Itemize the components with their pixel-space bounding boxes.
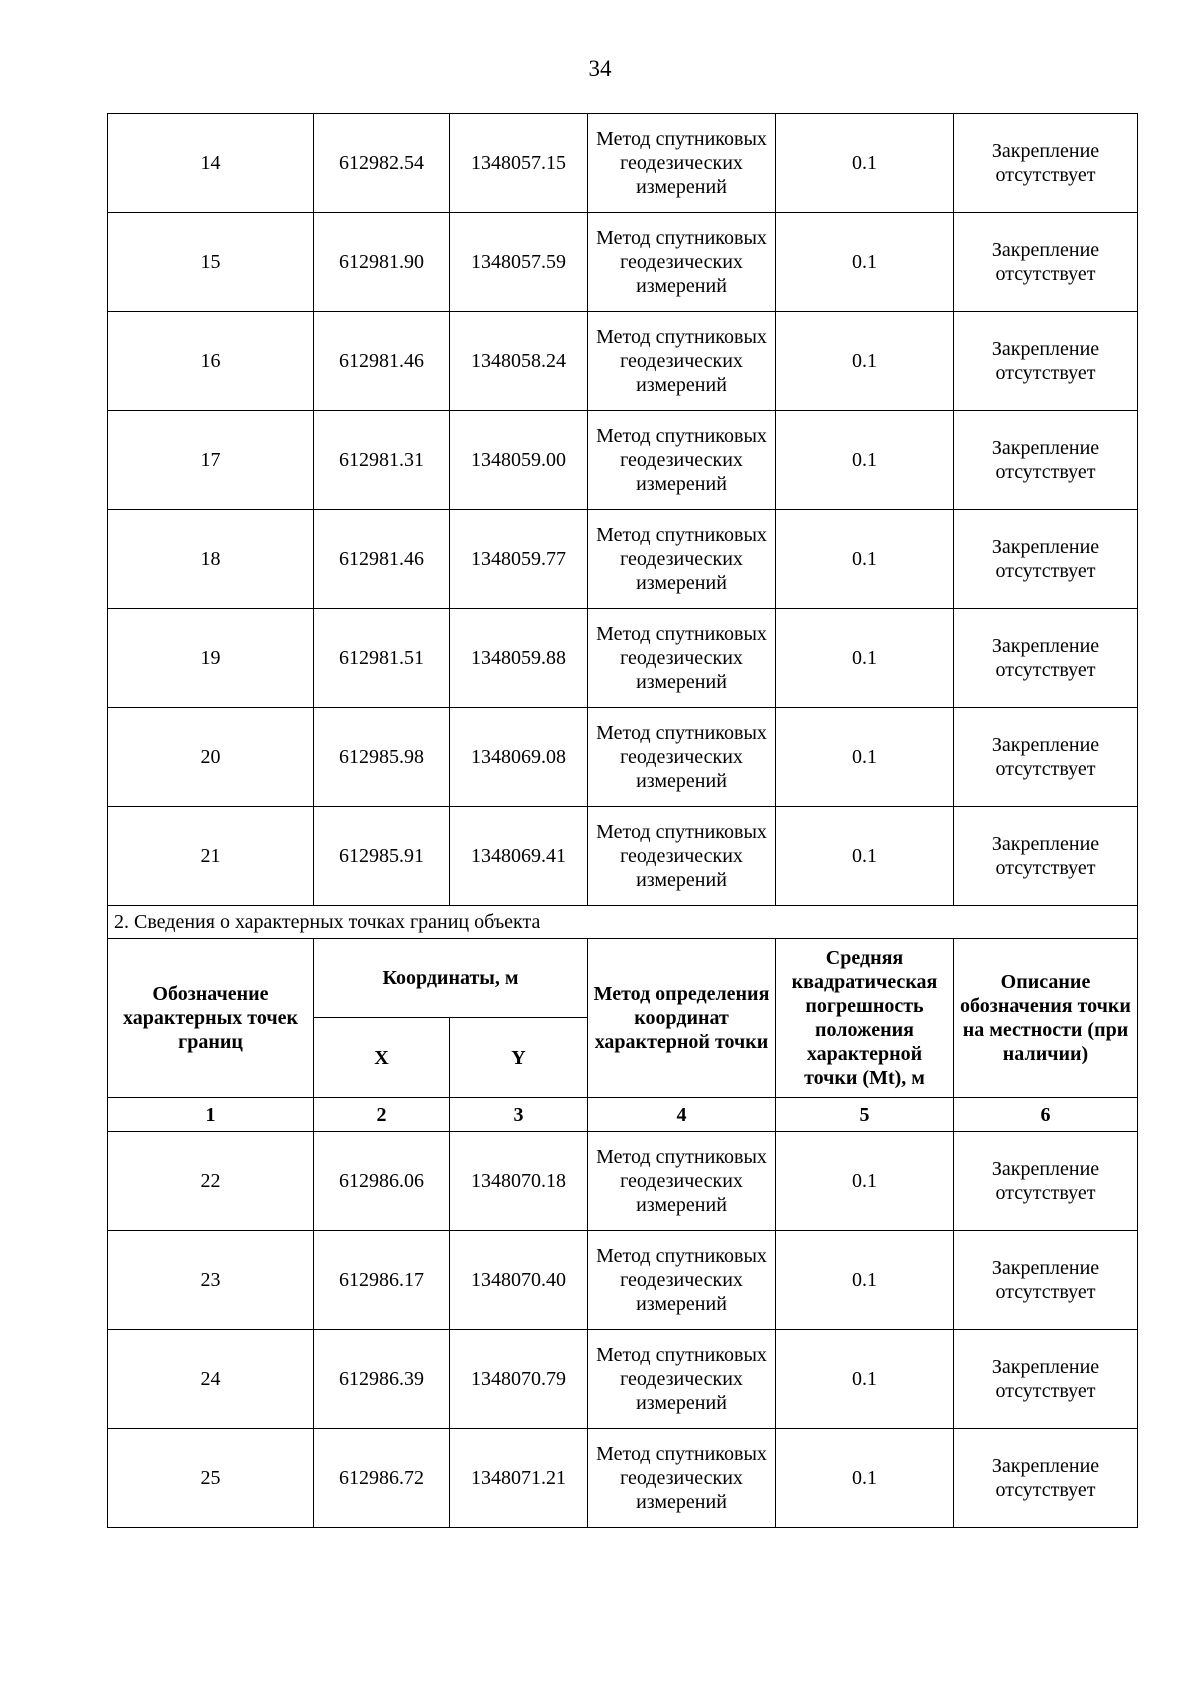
point-number-cell: 16 xyxy=(108,312,314,411)
description-cell: Закрепление отсутствует xyxy=(954,312,1138,411)
coordinate-y-cell: 1348069.41 xyxy=(450,807,588,906)
section-block xyxy=(108,906,1138,1132)
mean-error-cell: 0.1 xyxy=(776,1330,954,1429)
description-cell: Закрепление отсутствует xyxy=(954,708,1138,807)
description-cell: Закрепление отсутствует xyxy=(954,1132,1138,1231)
column-number: 4 xyxy=(588,1098,776,1132)
column-number: 3 xyxy=(450,1098,588,1132)
description-cell: Закрепление отсутствует xyxy=(954,1330,1138,1429)
point-number-cell: 25 xyxy=(108,1429,314,1528)
description-cell: Закрепление отсутствует xyxy=(954,213,1138,312)
point-number-cell: 22 xyxy=(108,1132,314,1231)
header-mean-error: Средняя квадратическая погрешность положения характерной точки (Mt), м xyxy=(776,939,954,1098)
coordinate-x-cell: 612986.72 xyxy=(314,1429,450,1528)
table-row xyxy=(108,807,1138,906)
header-description: Описание обозначения точки на местности (при наличии) xyxy=(954,939,1138,1098)
table-row xyxy=(108,1231,1138,1330)
header-x: X xyxy=(314,1018,450,1098)
coordinate-y-cell: 1348070.18 xyxy=(450,1132,588,1231)
coordinate-y-cell: 1348059.00 xyxy=(450,411,588,510)
header-point-designation: Обозначение характерных точек границ xyxy=(108,939,314,1098)
method-cell: Метод спутниковых геодезических измерений xyxy=(588,213,776,312)
mean-error-cell: 0.1 xyxy=(776,1231,954,1330)
boundary-points-table xyxy=(107,113,1138,1528)
table-row xyxy=(108,114,1138,213)
point-number-cell: 24 xyxy=(108,1330,314,1429)
method-cell: Метод спутниковых геодезических измерений xyxy=(588,1429,776,1528)
description-cell: Закрепление отсутствует xyxy=(954,411,1138,510)
section-title-row xyxy=(108,906,1138,939)
point-number-cell: 14 xyxy=(108,114,314,213)
method-cell: Метод спутниковых геодезических измерений xyxy=(588,1132,776,1231)
mean-error-cell: 0.1 xyxy=(776,213,954,312)
coordinate-y-cell: 1348058.24 xyxy=(450,312,588,411)
coordinate-y-cell: 1348057.59 xyxy=(450,213,588,312)
table-row xyxy=(108,411,1138,510)
points-table-body-bottom xyxy=(108,1132,1138,1528)
table-row xyxy=(108,609,1138,708)
header-row xyxy=(108,939,1138,1018)
points-table-body-top xyxy=(108,114,1138,906)
point-number-cell: 17 xyxy=(108,411,314,510)
description-cell: Закрепление отсутствует xyxy=(954,114,1138,213)
coordinate-x-cell: 612981.46 xyxy=(314,510,450,609)
column-number: 6 xyxy=(954,1098,1138,1132)
table-row xyxy=(108,312,1138,411)
coordinate-y-cell: 1348069.08 xyxy=(450,708,588,807)
description-cell: Закрепление отсутствует xyxy=(954,1429,1138,1528)
mean-error-cell: 0.1 xyxy=(776,1132,954,1231)
header-method: Метод определения координат характерной точки xyxy=(588,939,776,1098)
table-row xyxy=(108,510,1138,609)
mean-error-cell: 0.1 xyxy=(776,1429,954,1528)
point-number-cell: 19 xyxy=(108,609,314,708)
column-number: 5 xyxy=(776,1098,954,1132)
table-row xyxy=(108,1132,1138,1231)
description-cell: Закрепление отсутствует xyxy=(954,609,1138,708)
coordinate-x-cell: 612981.31 xyxy=(314,411,450,510)
method-cell: Метод спутниковых геодезических измерений xyxy=(588,510,776,609)
mean-error-cell: 0.1 xyxy=(776,510,954,609)
method-cell: Метод спутниковых геодезических измерений xyxy=(588,807,776,906)
mean-error-cell: 0.1 xyxy=(776,411,954,510)
header-coordinates: Координаты, м xyxy=(314,939,588,1018)
mean-error-cell: 0.1 xyxy=(776,807,954,906)
method-cell: Метод спутниковых геодезических измерений xyxy=(588,114,776,213)
coordinate-y-cell: 1348070.79 xyxy=(450,1330,588,1429)
method-cell: Метод спутниковых геодезических измерений xyxy=(588,708,776,807)
method-cell: Метод спутниковых геодезических измерений xyxy=(588,312,776,411)
coordinate-y-cell: 1348059.88 xyxy=(450,609,588,708)
column-number: 2 xyxy=(314,1098,450,1132)
point-number-cell: 18 xyxy=(108,510,314,609)
description-cell: Закрепление отсутствует xyxy=(954,510,1138,609)
coordinate-x-cell: 612986.39 xyxy=(314,1330,450,1429)
method-cell: Метод спутниковых геодезических измерений xyxy=(588,609,776,708)
coordinate-y-cell: 1348059.77 xyxy=(450,510,588,609)
page-number: 34 xyxy=(588,56,612,81)
point-number-cell: 20 xyxy=(108,708,314,807)
section-title: 2. Сведения о характерных точках границ объекта xyxy=(108,906,1138,939)
method-cell: Метод спутниковых геодезических измерений xyxy=(588,1231,776,1330)
point-number-cell: 15 xyxy=(108,213,314,312)
mean-error-cell: 0.1 xyxy=(776,609,954,708)
description-cell: Закрепление отсутствует xyxy=(954,807,1138,906)
column-number-row xyxy=(108,1098,1138,1132)
mean-error-cell: 0.1 xyxy=(776,708,954,807)
table-row xyxy=(108,213,1138,312)
coordinate-y-cell: 1348071.21 xyxy=(450,1429,588,1528)
coordinate-y-cell: 1348057.15 xyxy=(450,114,588,213)
table-row xyxy=(108,1429,1138,1528)
mean-error-cell: 0.1 xyxy=(776,114,954,213)
coordinate-x-cell: 612985.98 xyxy=(314,708,450,807)
coordinate-x-cell: 612986.06 xyxy=(314,1132,450,1231)
coordinate-x-cell: 612981.46 xyxy=(314,312,450,411)
coordinate-y-cell: 1348070.40 xyxy=(450,1231,588,1330)
method-cell: Метод спутниковых геодезических измерений xyxy=(588,411,776,510)
mean-error-cell: 0.1 xyxy=(776,312,954,411)
method-cell: Метод спутниковых геодезических измерений xyxy=(588,1330,776,1429)
coordinate-x-cell: 612981.51 xyxy=(314,609,450,708)
coordinate-x-cell: 612981.90 xyxy=(314,213,450,312)
coordinate-x-cell: 612986.17 xyxy=(314,1231,450,1330)
column-number: 1 xyxy=(108,1098,314,1132)
description-cell: Закрепление отсутствует xyxy=(954,1231,1138,1330)
point-number-cell: 21 xyxy=(108,807,314,906)
table-row xyxy=(108,1330,1138,1429)
header-y: Y xyxy=(450,1018,588,1098)
coordinate-x-cell: 612985.91 xyxy=(314,807,450,906)
point-number-cell: 23 xyxy=(108,1231,314,1330)
coordinate-x-cell: 612982.54 xyxy=(314,114,450,213)
table-row xyxy=(108,708,1138,807)
